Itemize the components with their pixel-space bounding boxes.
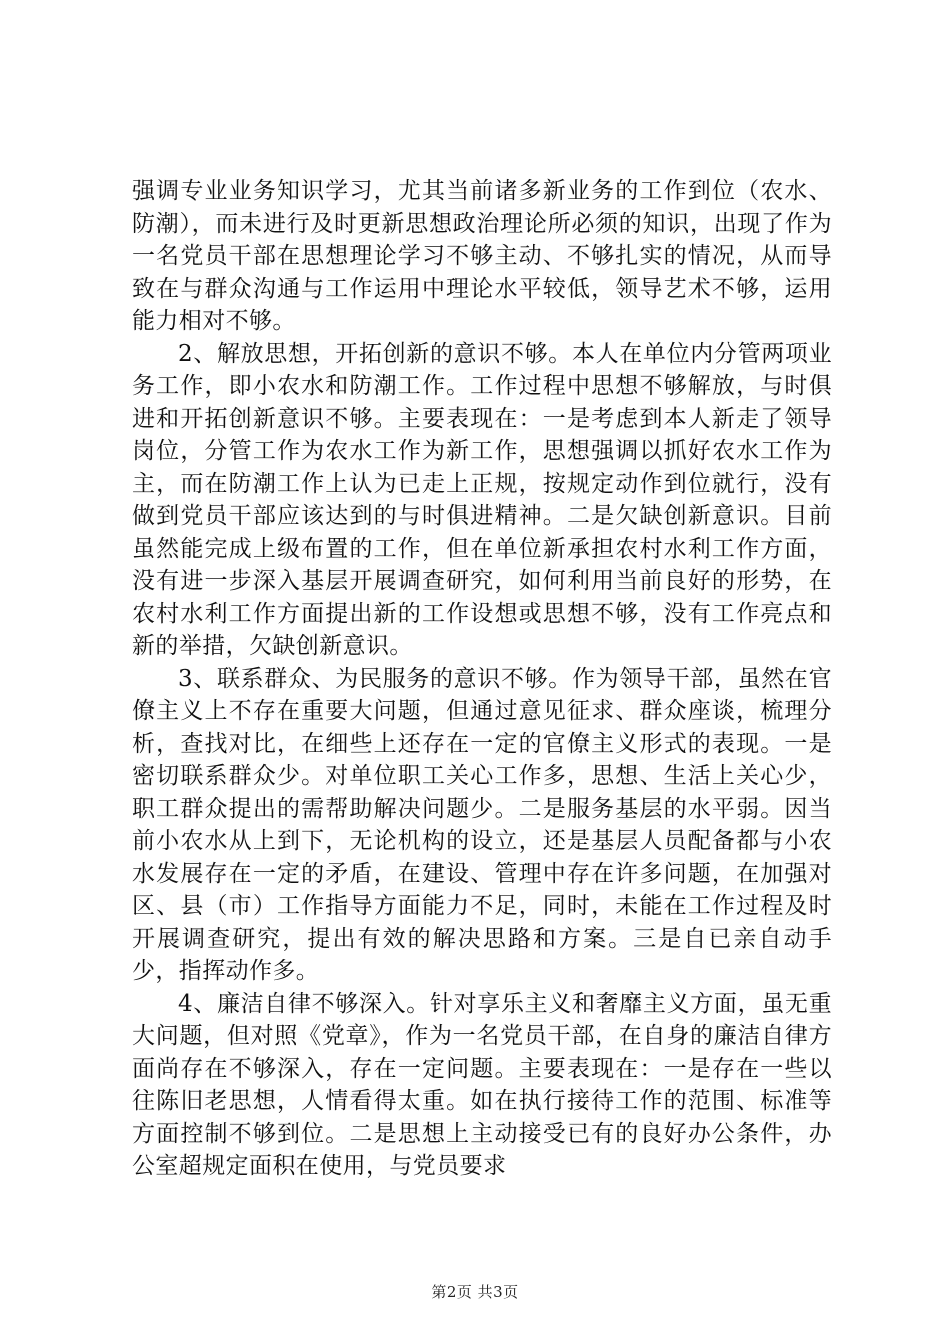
paragraph-continuation: 强调专业业务知识学习，尤其当前诸多新业务的工作到位（农水、防潮），而未进行及时更新思想政治理论所必须的知识，出现了作为一名党员干部在思想理论学习不够主动、不够扎实的情况，从而导致在与群众沟通与工作运用中理论水平较低，领导艺术不够，运用能力相对不够。	[132, 178, 832, 334]
document-body	[132, 175, 832, 1183]
paragraph-2-emancipation: 2、解放思想，开拓创新的意识不够。本人在单位内分管两项业务工作，即小农水和防潮工作。工作过程中思想不够解放，与时俱进和开拓创新意识不够。主要表现在：一是考虑到本人新走了领导岗位，分管工作为农水工作为新工作，思想强调以抓好农水工作为主，而在防潮工作上认为已走上正规，按规定动作到位就行，没有做到党员干部应该达到的与时俱进精神。二是欠缺创新意识。目前虽然能完成上级布置的工作，但在单位新承担农村水利工作方面，没有进一步深入基层开展调查研究，如何利用当前良好的形势，在农村水利工作方面提出新的工作设想或思想不够，没有工作亮点和新的举措，欠缺创新意识。	[132, 340, 832, 659]
page-number-footer: 第2页 共3页	[431, 1283, 519, 1301]
paragraph-4-integrity: 4、廉洁自律不够深入。针对享乐主义和奢靡主义方面，虽无重大问题，但对照《党章》，作为一名党员干部，在自身的廉洁自律方面尚存在不够深入，存在一定问题。主要表现在：一是存在一些以往陈旧老思想，人情看得太重。如在执行接待工作的范围、标准等方面控制不够到位。二是思想上主动接受已有的良好办公条件，办公室超规定面积在使用，与党员要求	[132, 990, 832, 1179]
paragraph-3-mass-contact: 3、联系群众、为民服务的意识不够。作为领导干部，虽然在官僚主义上不存在重要大问题，但通过意见征求、群众座谈，梳理分析，查找对比，在细些上还存在一定的官僚主义形式的表现。一是密切联系群众少。对单位职工关心工作多，思想、生活上关心少，职工群众提出的需帮助解决问题少。二是服务基层的水平弱。因当前小农水从上到下，无论机构的设立，还是基层人员配备都与小农水发展存在一定的矛盾，在建设、管理中存在许多问题，在加强对区、县（市）工作指导方面能力不足，同时，未能在工作过程及时开展调查研究，提出有效的解决思路和方案。三是自已亲自动手少，指挥动作多。	[132, 665, 832, 984]
